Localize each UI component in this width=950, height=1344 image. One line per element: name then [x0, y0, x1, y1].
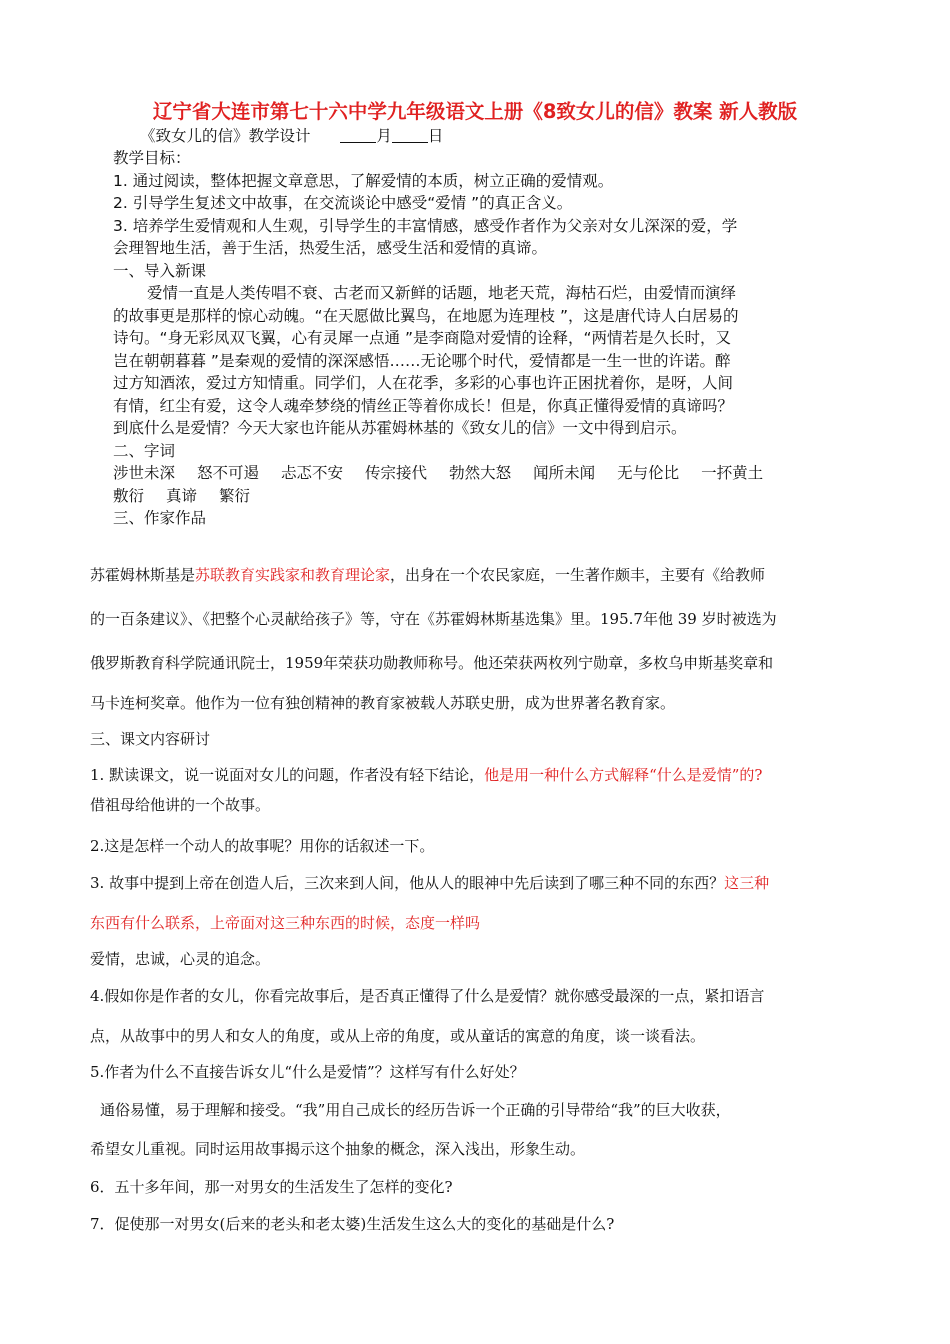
vocab-word: 忐忑不安: [281, 464, 344, 482]
answer-3: 爱情，忠诚，心灵的追念。: [90, 950, 271, 968]
question-4: 4.假如你是作者的女儿，你看完故事后，是否真正懂得了什么是爱情？就你感受最深的一点，紧扣语言: [90, 987, 765, 1005]
vocab-word: 一抔黄土: [701, 464, 764, 482]
question-text: 3. 故事中提到上帝在创造人后，三次来到人间，他从人的眼神中先后读到了哪三种不同的东西？: [90, 874, 725, 892]
lesson-plan-top: [113, 147, 833, 530]
author-line-4: 马卡连柯奖章。他作为一位有独创精神的教育家被载人苏联史册，成为世界著名教育家。: [90, 694, 676, 712]
subtitle: [140, 124, 443, 146]
vocab-word: 涉世未深: [113, 464, 176, 482]
author-text: 苏霍姆林斯基是: [90, 566, 196, 584]
question-3-cont: 东西有什么联系，上帝面对这三种东西的时候，态度一样吗: [90, 914, 481, 932]
author-text: ，出身在一个农民家庭，一生著作颇丰，主要有《给教师: [390, 566, 766, 584]
vocab-row-1: [113, 462, 833, 485]
objective-1: 1. 通过阅读，整体把握文章意思，了解爱情的本质，树立正确的爱情观。: [113, 171, 614, 190]
day-blank: [392, 128, 428, 143]
subtitle-month: 月: [376, 127, 392, 145]
author-line-2: 的一百条建议》、《把整个心灵献给孩子》等，守在《苏霍姆林斯基选集》里。195.7年他 39 岁时被选为: [90, 610, 777, 628]
intro-line: 爱情一直是人类传唱不衰、古老而又新鲜的话题，地老天荒，海枯石烂，由爱情而演绎: [147, 284, 737, 302]
vocab-word: 勃然大怒: [449, 464, 512, 482]
author-highlight: 苏联教育实践家和教育理论家: [195, 566, 391, 584]
author-line-1: [90, 564, 765, 585]
objective-3-cont: 会理智地生活，善于生活，热爱生活，感受生活和爱情的真谛。: [113, 239, 548, 257]
question-highlight: 这三种: [724, 874, 770, 892]
answer-1: 借祖母给他讲的一个故事。: [90, 796, 271, 814]
vocab-heading: 二、字词: [113, 441, 176, 460]
answer-5: 通俗易懂，易于理解和接受。“我”用自己成长的经历告诉一个正确的引导带给“我”的巨大收获，: [100, 1101, 731, 1119]
study-heading: 三、课文内容研讨: [90, 730, 211, 748]
page-title: 辽宁省大连市第七十六中学九年级语文上册《8致女儿的信》教案 新人教版: [152, 100, 798, 123]
intro-line: 岂在朝朝暮暮 ”是秦观的爱情的深深感悟……无论哪个时代，爱情都是一生一世的许诺。醉: [113, 351, 731, 370]
question-3: [90, 872, 769, 893]
question-text: 1. 默读课文，说一说面对女儿的问题，作者没有轻下结论，: [90, 766, 485, 784]
author-line-3: 俄罗斯教育科学院通讯院士，1959年荣获功勋教师称号。他还荣获两枚列宁勋章，多枚乌申斯基奖章和: [90, 654, 774, 672]
question-7: 7．促使那一对男女(后来的老头和老太婆)生活发生这么大的变化的基础是什么?: [90, 1215, 615, 1233]
intro-line: 到底什么是爱情？今天大家也许能从苏霍姆林基的《致女儿的信》一文中得到启示。: [113, 419, 687, 437]
intro-heading: 一、导入新课: [113, 261, 207, 280]
vocab-word: 无与伦比: [617, 464, 680, 482]
question-2: 2.这是怎样一个动人的故事呢？用你的话叙述一下。: [90, 837, 435, 855]
vocab-word: 敷衍: [113, 486, 145, 505]
question-6: 6．五十多年间，那一对男女的生活发生了怎样的变化?: [90, 1178, 453, 1196]
question-4-cont: 点，从故事中的男人和女人的角度，或从上帝的角度，或从童话的寓意的角度，谈一谈看法。: [90, 1027, 706, 1045]
intro-line: 诗句。“身无彩凤双飞翼，心有灵犀一点通 ”是李商隐对爱情的诠释，“两情若是久长时，又: [113, 329, 732, 347]
subtitle-main: 《致女儿的信》教学设计: [140, 127, 311, 145]
vocab-row-2: [113, 485, 833, 508]
vocab-word: 传宗接代: [365, 464, 428, 482]
objective-2: 2. 引导学生复述文中故事，在交流谈论中感受“爱情 ”的真正含义。: [113, 194, 573, 212]
vocab-word: 怒不可遏: [197, 464, 260, 482]
vocab-word: 繁衍: [219, 486, 251, 505]
question-1: [90, 764, 762, 785]
month-blank: [340, 128, 376, 143]
intro-line: 有情，红尘有爱，这令人魂牵梦绕的情丝正等着你成长！但是，你真正懂得爱情的真谛吗？: [113, 396, 734, 415]
objective-3: 3. 培养学生爱情观和人生观，引导学生的丰富情感，感受作者作为父亲对女儿深深的爱，学: [113, 216, 738, 235]
intro-line: 过方知酒浓，爱过方知情重。同学们，人在花季，多彩的心事也许正困扰着你，是呀，人间: [113, 374, 734, 392]
author-heading: 三、作家作品: [113, 509, 207, 527]
question-5: 5.作者为什么不直接告诉女儿“什么是爱情”？这样写有什么好处？: [90, 1063, 525, 1081]
subtitle-day: 日: [427, 127, 444, 145]
question-highlight: 他是用一种什么方式解释“什么是爱情”的?: [484, 766, 763, 784]
answer-5-cont: 希望女儿重视。同时运用故事揭示这个抽象的概念，深入浅出，形象生动。: [90, 1140, 586, 1158]
vocab-word: 真谛: [166, 486, 198, 505]
intro-line: 的故事更是那样的惊心动魄。“在天愿做比翼鸟，在地愿为连理枝 ”，这是唐代诗人白居易的: [113, 306, 739, 325]
objectives-heading: 教学目标：: [113, 149, 191, 167]
vocab-word: 闻所未闻: [533, 464, 596, 482]
